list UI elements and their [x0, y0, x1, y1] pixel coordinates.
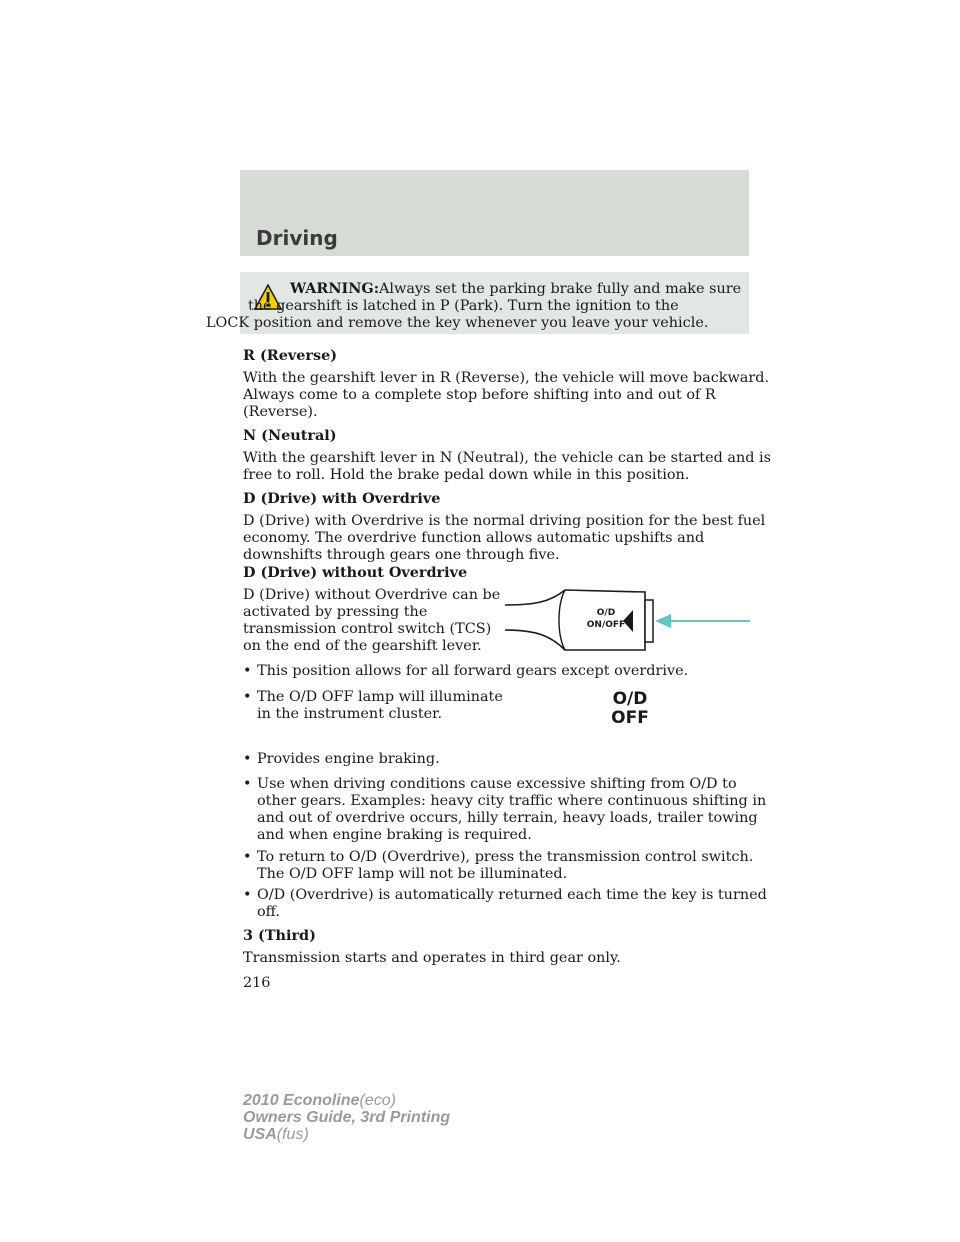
- heading-third: 3 (Third): [243, 927, 316, 944]
- gearshift-tcs-figure: [505, 580, 755, 660]
- text-line: D (Drive) with Overdrive is the normal driving position for the best fuel: [243, 513, 766, 529]
- warning-line: the gearshift is latched in P (Park). Turn the ignition to the: [248, 298, 679, 314]
- bullet-text: This position allows for all forward gears except overdrive.: [257, 663, 689, 679]
- heading-reverse: R (Reverse): [243, 347, 338, 364]
- text-line: activated by pressing the: [243, 604, 428, 620]
- text-line: in the instrument cluster.: [257, 706, 443, 722]
- bullet-text: [257, 887, 767, 921]
- text-line: The O/D OFF lamp will not be illuminated.: [257, 866, 568, 882]
- heading-drive-overdrive: D (Drive) with Overdrive: [243, 490, 441, 507]
- text-line: on the end of the gearshift lever.: [243, 638, 482, 654]
- text-line: With the gearshift lever in N (Neutral), the vehicle can be started and is: [243, 450, 771, 466]
- heading-drive-no-overdrive: D (Drive) without Overdrive: [243, 564, 468, 581]
- text-line: D (Drive) without Overdrive can be: [243, 587, 501, 603]
- bullet-symbol: •: [243, 887, 252, 903]
- text-line: economy. The overdrive function allows automatic upshifts and: [243, 530, 705, 546]
- footer-market: USA: [243, 1126, 277, 1143]
- lamp-line: O/D: [612, 689, 648, 709]
- od-off-lamp-icon: [608, 690, 652, 728]
- section-title: Driving: [256, 226, 338, 250]
- bullet-symbol: •: [243, 751, 252, 767]
- footer-guide: Owners Guide, 3rd Printing: [243, 1109, 451, 1126]
- warning-text: [206, 280, 744, 332]
- paragraph-drive-overdrive: [243, 513, 765, 564]
- text-line: The O/D OFF lamp will illuminate: [257, 689, 503, 705]
- text-line: (Reverse).: [243, 404, 318, 420]
- text-line: downshifts through gears one through five.: [243, 547, 560, 563]
- text-line: With the gearshift lever in R (Reverse), the vehicle will move backward.: [243, 370, 770, 386]
- warning-line: LOCK position and remove the key whenever you leave your vehicle.: [206, 315, 709, 331]
- footer-model-code: (eco): [359, 1092, 396, 1109]
- text-line: To return to O/D (Overdrive), press the transmission control switch.: [257, 849, 754, 865]
- text-line: and out of overdrive occurs, hilly terrain, heavy loads, trailer towing: [257, 810, 758, 826]
- heading-neutral: N (Neutral): [243, 427, 337, 444]
- section-header: [240, 170, 749, 256]
- text-line: other gears. Examples: heavy city traffic where continuous shifting in: [257, 793, 767, 809]
- paragraph-third: [243, 950, 621, 967]
- footer-model: 2010 Econoline: [243, 1092, 360, 1109]
- text-line: transmission control switch (TCS): [243, 621, 492, 637]
- switch-label: O/D: [596, 608, 616, 618]
- bullet-symbol: •: [243, 689, 252, 705]
- text-line: free to roll. Hold the brake pedal down while in this position.: [243, 467, 690, 483]
- bullet-text: [257, 689, 503, 723]
- lamp-line: OFF: [611, 708, 649, 728]
- footer-market-code: (fus): [276, 1126, 309, 1143]
- text-line: Always come to a complete stop before shifting into and out of R: [243, 387, 716, 403]
- bullet-symbol: •: [243, 776, 252, 792]
- text-line: and when engine braking is required.: [257, 827, 532, 843]
- warning-label: WARNING:: [290, 280, 380, 297]
- warning-line: Always set the parking brake fully and make sure: [379, 281, 742, 297]
- bullet-symbol: •: [243, 663, 252, 679]
- warning-box: [206, 272, 749, 334]
- text-line: Transmission starts and operates in third gear only.: [243, 950, 621, 966]
- page-number: 216: [243, 975, 271, 991]
- paragraph-neutral: [243, 450, 771, 484]
- bullet-text: [257, 776, 766, 844]
- text-line: off.: [257, 904, 280, 920]
- bullet-text: [257, 849, 753, 883]
- paragraph-reverse: [243, 370, 769, 421]
- paragraph-drive-no-overdrive: [243, 587, 500, 655]
- text-line: O/D (Overdrive) is automatically returned each time the key is turned: [257, 887, 767, 903]
- switch-label: ON/OFF: [586, 620, 626, 630]
- document-footer: [243, 1092, 450, 1143]
- bullet-symbol: •: [243, 849, 252, 865]
- bullet-text: Provides engine braking.: [257, 751, 440, 767]
- text-line: Use when driving conditions cause excessive shifting from O/D to: [257, 776, 737, 792]
